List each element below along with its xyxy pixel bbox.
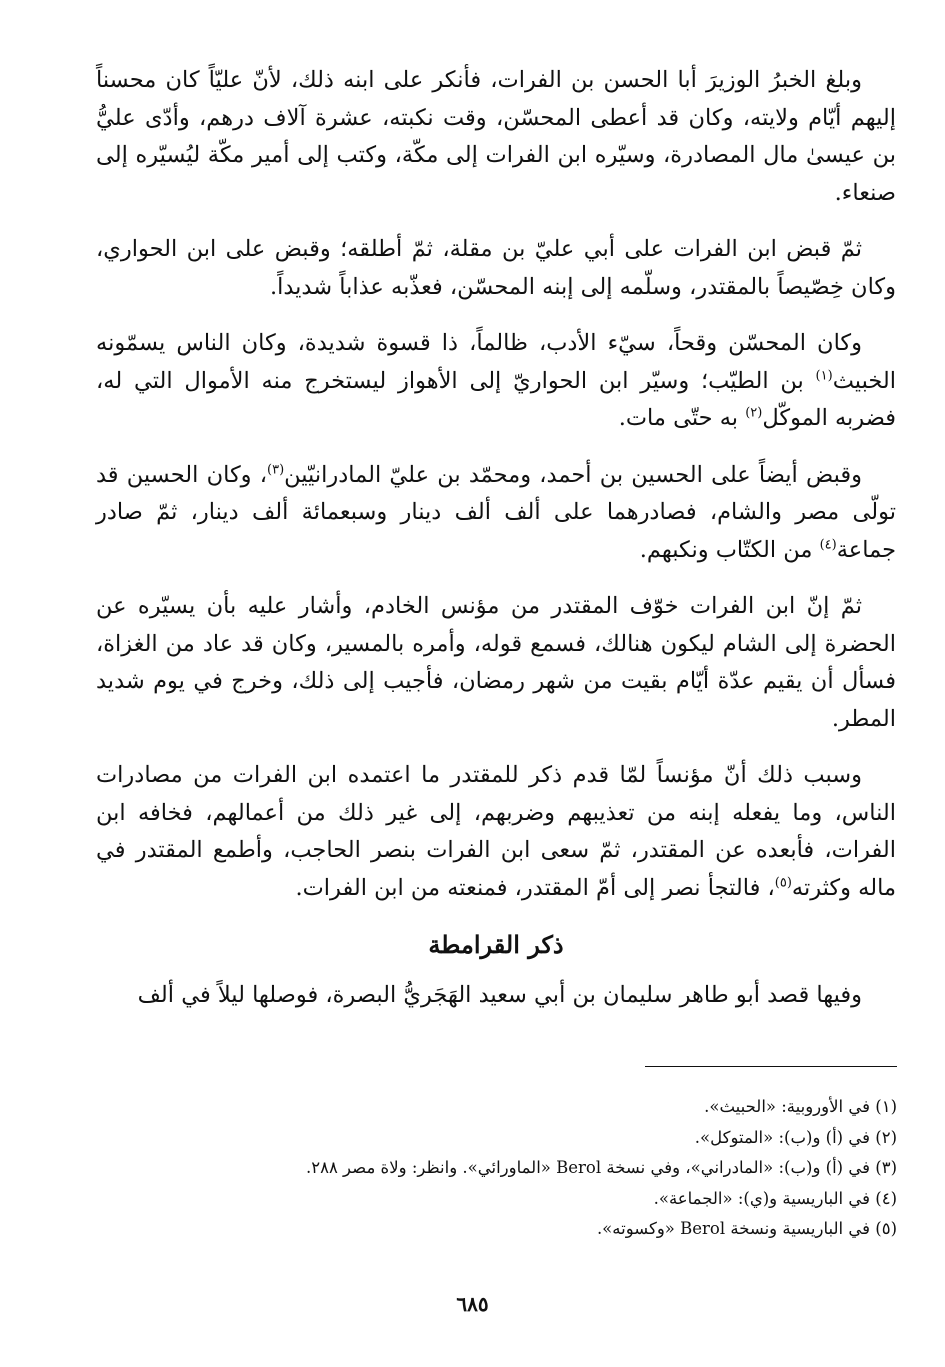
paragraph-6-part-2: ، فالتجأ نصر إلى أمّ المقتدر، فمنعته من ابن الفرات. bbox=[295, 874, 775, 901]
paragraph-1: وبلغ الخبرُ الوزيرَ أبا الحسن بن الفرات، فأنكر على ابنه ذلك، لأنّ عليّاً كان محسناً إليهم أيّام ولايته، وكان قد أعطى المحسّن، وقت نكبته، عشرة آلاف درهم، وأدّى عليُّ بن عيسىٰ مال المصادرة، وسيّره ابن الفرات إلى مكّة، وكتب إلى أمير مكّة ليُسيّره إلى صنعاء. bbox=[96, 67, 896, 206]
paragraph-7: وفيها قصد أبو طاهر سليمان بن أبي سعيد الهَجَريُّ البصرة، فوصلها ليلاً في ألف bbox=[137, 981, 862, 1008]
paragraph-4-part-2: ، وكان الحسين قد تولّى مصر والشام، فصادرهما على ألف ألف دينار وسبعمائة ألف دينار، ثمّ صادر جماعة bbox=[96, 461, 896, 563]
footnote-2: (٢) في (أ) و(ب): «المتوكل». bbox=[694, 1127, 897, 1147]
paragraph-3-part-2: بن الطيّب؛ وسيّر ابن الحواريّ إلى الأهواز ليستخرج منه الأموال التي له، فضربه الموكّل bbox=[96, 367, 896, 431]
paragraph-6-part-1: وسبب ذلك أنّ مؤنساً لمّا قدم ذكر للمقتدر ما اعتمده ابن الفرات من مصادرات الناس، وما يفعله إبنه من تعذيبهم وضربهم، إلى غير ذلك من أعمالهم، فخافه ابن الفرات، فأبعده عن المقتدر، ثمّ سعى ابن الفرات بنصر الحاجب، وأطمع المقتدر في ماله وكثرته bbox=[96, 762, 896, 901]
footnote-ref-2: (٢) bbox=[745, 405, 763, 421]
paragraph-4 bbox=[96, 457, 896, 570]
footnote-4: (٤) في الباريسية و(ي): «الجماعة». bbox=[653, 1188, 897, 1208]
section-heading: ذكر القرامطة bbox=[428, 930, 564, 959]
footnotes-list bbox=[180, 1092, 897, 1245]
footnote-1: (١) في الأوروبية: «الحبيث». bbox=[704, 1097, 897, 1116]
paragraph-5: ثمّ إنّ ابن الفرات خوّف المقتدر من مؤنس الخادم، وأشار عليه بأن يسيّره عن الحضرة إلى الشام ليكون هنالك، فسمع قوله، وأمره بالمسير، وكان قد عاد من الغزاة، فسأل أن يقيم عدّة أيّام بقيت من شهر رمضان، فأجيب إلى ذلك، وخرج في يوم شديد المطر. bbox=[96, 593, 896, 732]
page-number: ٦٨٥ bbox=[456, 1292, 489, 1316]
footnote-3: (٣) في (أ) و(ب): «المادراني»، وفي نسخة Berol «الماورائي». وانظر: ولاة مصر ٢٨٨. bbox=[305, 1158, 897, 1177]
main-text bbox=[96, 62, 896, 1033]
footnote-ref-1: (١) bbox=[815, 368, 833, 383]
footnote-5: (٥) في الباريسية ونسخة Berol «وكسوته». bbox=[596, 1219, 897, 1238]
paragraph-2: ثمّ قبض ابن الفرات على أبي عليّ بن مقلة، ثمّ أطلقه؛ وقبض على ابن الحواري، وكان خِصّيصاً بالمقتدر، وسلّمه إلى إبنه المحسّن، فعذّبه عذاباً شديداً. bbox=[96, 236, 896, 300]
footnote-divider bbox=[645, 1066, 897, 1067]
paragraph-4-part-1: وقبض أيضاً على الحسين بن أحمد، ومحمّد بن عليّ المادرانيّين bbox=[284, 461, 862, 488]
footnote-ref-5: (٥) bbox=[774, 875, 792, 890]
paragraph-3 bbox=[96, 325, 896, 438]
paragraph-6 bbox=[96, 757, 896, 907]
paragraph-3-part-1: وكان المحسّن وقحاً، سيّء الأدب، ظالماً، ذا قسوة شديدة، وكان الناس يسمّونه الخبيث bbox=[96, 330, 896, 394]
footnote-ref-3: (٣) bbox=[267, 462, 285, 477]
paragraph-3-part-3: به حتّى مات. bbox=[618, 405, 746, 431]
paragraph-4-part-3: من الكتّاب ونكبهم. bbox=[639, 536, 820, 563]
footnote-ref-4: (٤) bbox=[819, 537, 837, 552]
